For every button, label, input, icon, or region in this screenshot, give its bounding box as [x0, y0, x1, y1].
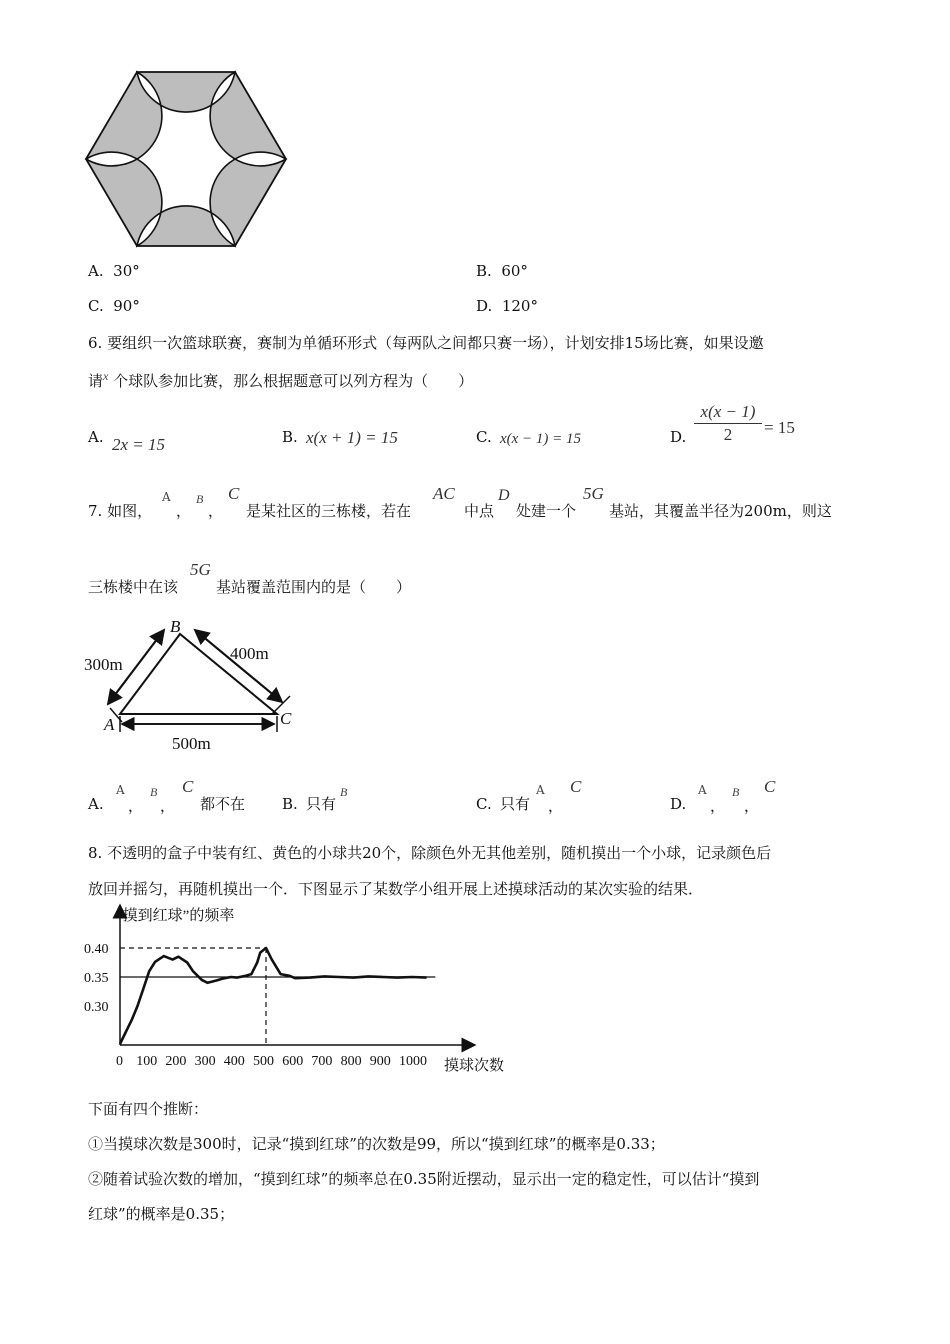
x-tick-label: 0 — [116, 1054, 123, 1069]
q5-option-a[interactable] — [88, 262, 140, 280]
x-tick-label: 300 — [194, 1054, 216, 1069]
q7-line2-post: 基站覆盖范围内的是（ ） — [216, 578, 412, 596]
q6-option-c-math: x(x − 1) = 15 — [500, 431, 582, 447]
q7-var-5g: 5G — [583, 484, 604, 503]
label-ab-length: 300m — [84, 655, 123, 674]
q7-option-c-comma: ， — [548, 797, 564, 815]
q5-option-c-letter: C. — [88, 297, 104, 315]
label-ac-length: 500m — [172, 734, 211, 753]
q7-option-d-comma-2: ， — [744, 797, 760, 815]
x-tick-label: 600 — [282, 1054, 304, 1069]
q5-option-c-text: 90° — [113, 297, 140, 315]
q8-after-chart: 下面有四个推断： — [88, 1100, 209, 1118]
y-tick-label: 0.40 — [84, 942, 109, 957]
q7-text-3: 处建一个 — [516, 502, 577, 520]
q7-text-4: 基站，其覆盖半径为200m，则这 — [609, 502, 832, 520]
q5-option-c[interactable] — [88, 297, 140, 315]
q5-option-d-letter: D. — [476, 297, 493, 315]
q6-line2-pre: 请 — [88, 372, 104, 390]
q5-option-b[interactable] — [476, 262, 528, 280]
q8-line1: 8. 不透明的盒子中装有红、黄色的小球共20个，除颜色外无其他差别，随机摸出一个小球，记录颜色后 — [88, 844, 772, 862]
chart-marks — [84, 942, 435, 1069]
q7-option-a-tail: 都不在 — [200, 795, 246, 813]
q7-comma-2: ， — [208, 502, 224, 520]
label-vertex-b: B — [170, 617, 181, 636]
x-tick-label: 800 — [340, 1054, 362, 1069]
fraction-bar — [694, 423, 762, 424]
hexagon-figure — [82, 66, 294, 252]
q7-text-1: 是某社区的三栋楼，若在 — [246, 502, 412, 520]
x-tick-label: 100 — [136, 1054, 158, 1069]
x-tick-label: 1000 — [399, 1054, 427, 1069]
q6-option-d-fraction — [694, 402, 762, 445]
q8-statement-1: ①当摸球次数是300时，记录“摸到红球”的次数是99，所以“摸到红球”的概率是0.33； — [88, 1135, 665, 1153]
frequency-chart — [80, 900, 540, 1080]
q8-statement-2b: 红球”的概率是0.35； — [88, 1205, 235, 1223]
q7-option-a-comma-2: ， — [160, 797, 176, 815]
q7-option-c-letter[interactable]: C. — [476, 795, 492, 813]
q7-line1 — [88, 500, 152, 521]
q7-line2-5g: 5G — [190, 560, 211, 579]
q7-line2-pre: 三栋楼中在该 — [88, 578, 179, 596]
x-tick-label: 200 — [165, 1054, 187, 1069]
q6-option-d-denominator: 2 — [723, 425, 733, 444]
q6-option-a-math: 2x = 15 — [112, 435, 166, 454]
q6-option-c[interactable] — [476, 428, 492, 446]
q7-var-a: A — [162, 490, 171, 504]
q6-option-d-letter: D. — [670, 428, 687, 446]
q7-option-b-var-b: B — [340, 785, 348, 799]
q5-option-b-letter: B. — [476, 262, 492, 280]
frequency-series-line — [120, 948, 427, 1044]
q7-var-d: D — [498, 487, 510, 504]
q7-option-b-text: 只有 — [306, 795, 337, 813]
q6-option-a[interactable] — [88, 428, 104, 446]
q5-option-d-text: 120° — [501, 297, 538, 315]
x-tick-label: 700 — [311, 1054, 333, 1069]
q6-var-x: x — [103, 369, 109, 383]
q7-option-b-letter[interactable]: B. — [282, 795, 298, 813]
q7-option-d-comma-1: ， — [710, 797, 726, 815]
q7-var-ac: AC — [433, 484, 455, 503]
q6-option-c-letter: C. — [476, 428, 492, 446]
q7-comma-1: ， — [176, 502, 192, 520]
q7-option-c-var-c: C — [570, 777, 582, 796]
q7-text-2: 中点 — [464, 502, 495, 520]
q7-option-a-var-b: B — [150, 785, 158, 799]
q6-option-d-rhs: = 15 — [764, 418, 795, 437]
q7-var-c: C — [228, 484, 240, 503]
q6-option-d[interactable] — [670, 428, 686, 446]
q7-number: 7. 如图， — [88, 502, 153, 520]
label-bc-length: 400m — [230, 644, 269, 663]
q5-option-a-letter: A. — [88, 262, 104, 280]
q6-line2 — [88, 369, 473, 391]
q7-var-b: B — [196, 492, 204, 506]
q6-option-b-letter: B. — [282, 428, 298, 446]
q7-option-c-var-a: A — [536, 783, 545, 797]
q5-option-a-text: 30° — [113, 262, 140, 280]
y-tick-label: 0.30 — [84, 1000, 109, 1015]
x-tick-label: 900 — [369, 1054, 391, 1069]
q6-line1: 6. 要组织一次篮球联赛，赛制为单循环形式（每两队之间都只赛一场），计划安排15场比赛，如果设邀 — [88, 334, 764, 352]
q5-option-b-text: 60° — [501, 262, 528, 280]
q7-option-d-var-a: A — [698, 783, 707, 797]
label-vertex-a: A — [104, 715, 115, 734]
q6-option-b[interactable] — [282, 428, 298, 446]
q7-option-d-var-b: B — [732, 785, 740, 799]
q7-option-a-var-c: C — [182, 777, 194, 796]
q7-option-d-letter[interactable]: D. — [670, 795, 687, 813]
bc-dimension-line-2 — [195, 630, 282, 702]
q6-option-d-numerator: x(x − 1) — [700, 402, 756, 421]
q6-option-b-math: x(x + 1) = 15 — [306, 428, 398, 447]
q7-option-c-text: 只有 — [500, 795, 531, 813]
y-tick-label: 0.35 — [84, 971, 109, 986]
q7-option-a-letter[interactable]: A. — [88, 795, 104, 813]
x-tick-label: 500 — [253, 1054, 274, 1069]
q7-option-d-var-c: C — [764, 777, 776, 796]
q8-statement-2a: ②随着试验次数的增加，“摸到红球”的频率总在0.35附近摆动，显示出一定的稳定性，可以估计“摸到 — [88, 1170, 760, 1188]
triangle-figure — [84, 612, 304, 760]
q7-option-a-comma-1: ， — [128, 797, 144, 815]
q6-line2-post: 个球队参加比赛，那么根据题意可以列方程为（ ） — [113, 372, 474, 390]
x-tick-label: 400 — [223, 1054, 245, 1069]
q6-option-a-letter: A. — [88, 428, 104, 446]
chart-ylabel: “摸到红球”的频率 — [116, 908, 235, 924]
chart-xlabel: 摸球次数 — [444, 1058, 505, 1074]
label-vertex-c: C — [280, 709, 292, 728]
q7-option-a-var-a: A — [116, 783, 125, 797]
q5-option-d[interactable] — [476, 297, 538, 315]
q8-line2: 放回并摇匀，再随机摸出一个．下图显示了某数学小组开展上述摸球活动的某次实验的结果． — [88, 880, 704, 898]
